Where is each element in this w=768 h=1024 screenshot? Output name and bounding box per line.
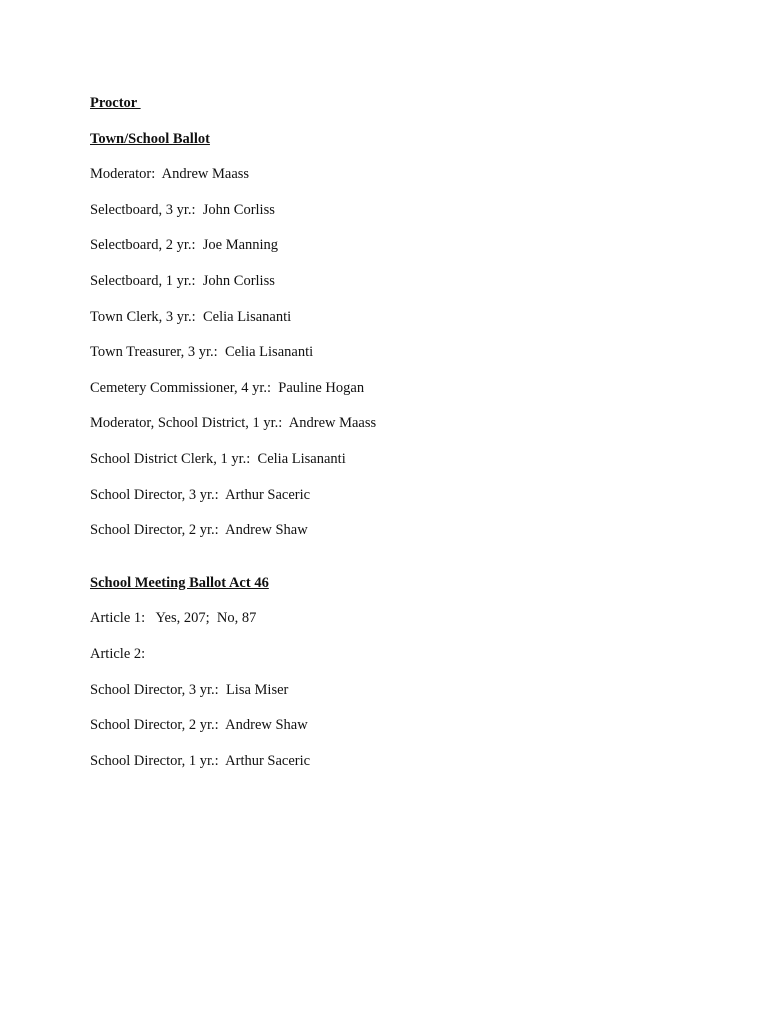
result-line: Selectboard, 1 yr.: John Corliss — [90, 272, 275, 289]
result-line: Article 2: — [90, 645, 146, 662]
section-heading: School Meeting Ballot Act 46 — [90, 574, 269, 591]
result-line: School District Clerk, 1 yr.: Celia Lisananti — [90, 450, 346, 467]
result-line: School Director, 2 yr.: Andrew Shaw — [90, 522, 308, 539]
result-line: Town Clerk, 3 yr.: Celia Lisananti — [90, 308, 292, 325]
document-title: Proctor — [90, 95, 141, 111]
result-line: Moderator: Andrew Maass — [90, 166, 250, 183]
document-page — [90, 93, 690, 786]
section-spacer — [90, 556, 690, 573]
section-town-school-ballot — [90, 129, 690, 556]
result-line: Selectboard, 3 yr.: John Corliss — [90, 201, 275, 218]
result-line: Moderator, School District, 1 yr.: Andrew Maass — [90, 415, 377, 432]
result-line: Selectboard, 2 yr.: Joe Manning — [90, 237, 279, 254]
section-school-meeting-ballot — [90, 573, 690, 787]
result-line: Article 1: Yes, 207; No, 87 — [90, 610, 257, 627]
result-line: School Director, 3 yr.: Lisa Miser — [90, 681, 289, 698]
result-line: School Director, 3 yr.: Arthur Saceric — [90, 486, 311, 503]
result-line: Cemetery Commissioner, 4 yr.: Pauline Hogan — [90, 379, 365, 396]
result-line: School Director, 2 yr.: Andrew Shaw — [90, 717, 308, 734]
section-heading: Town/School Ballot — [90, 130, 210, 147]
result-line: Town Treasurer, 3 yr.: Celia Lisananti — [90, 344, 314, 361]
result-line: School Director, 1 yr.: Arthur Saceric — [90, 752, 311, 769]
